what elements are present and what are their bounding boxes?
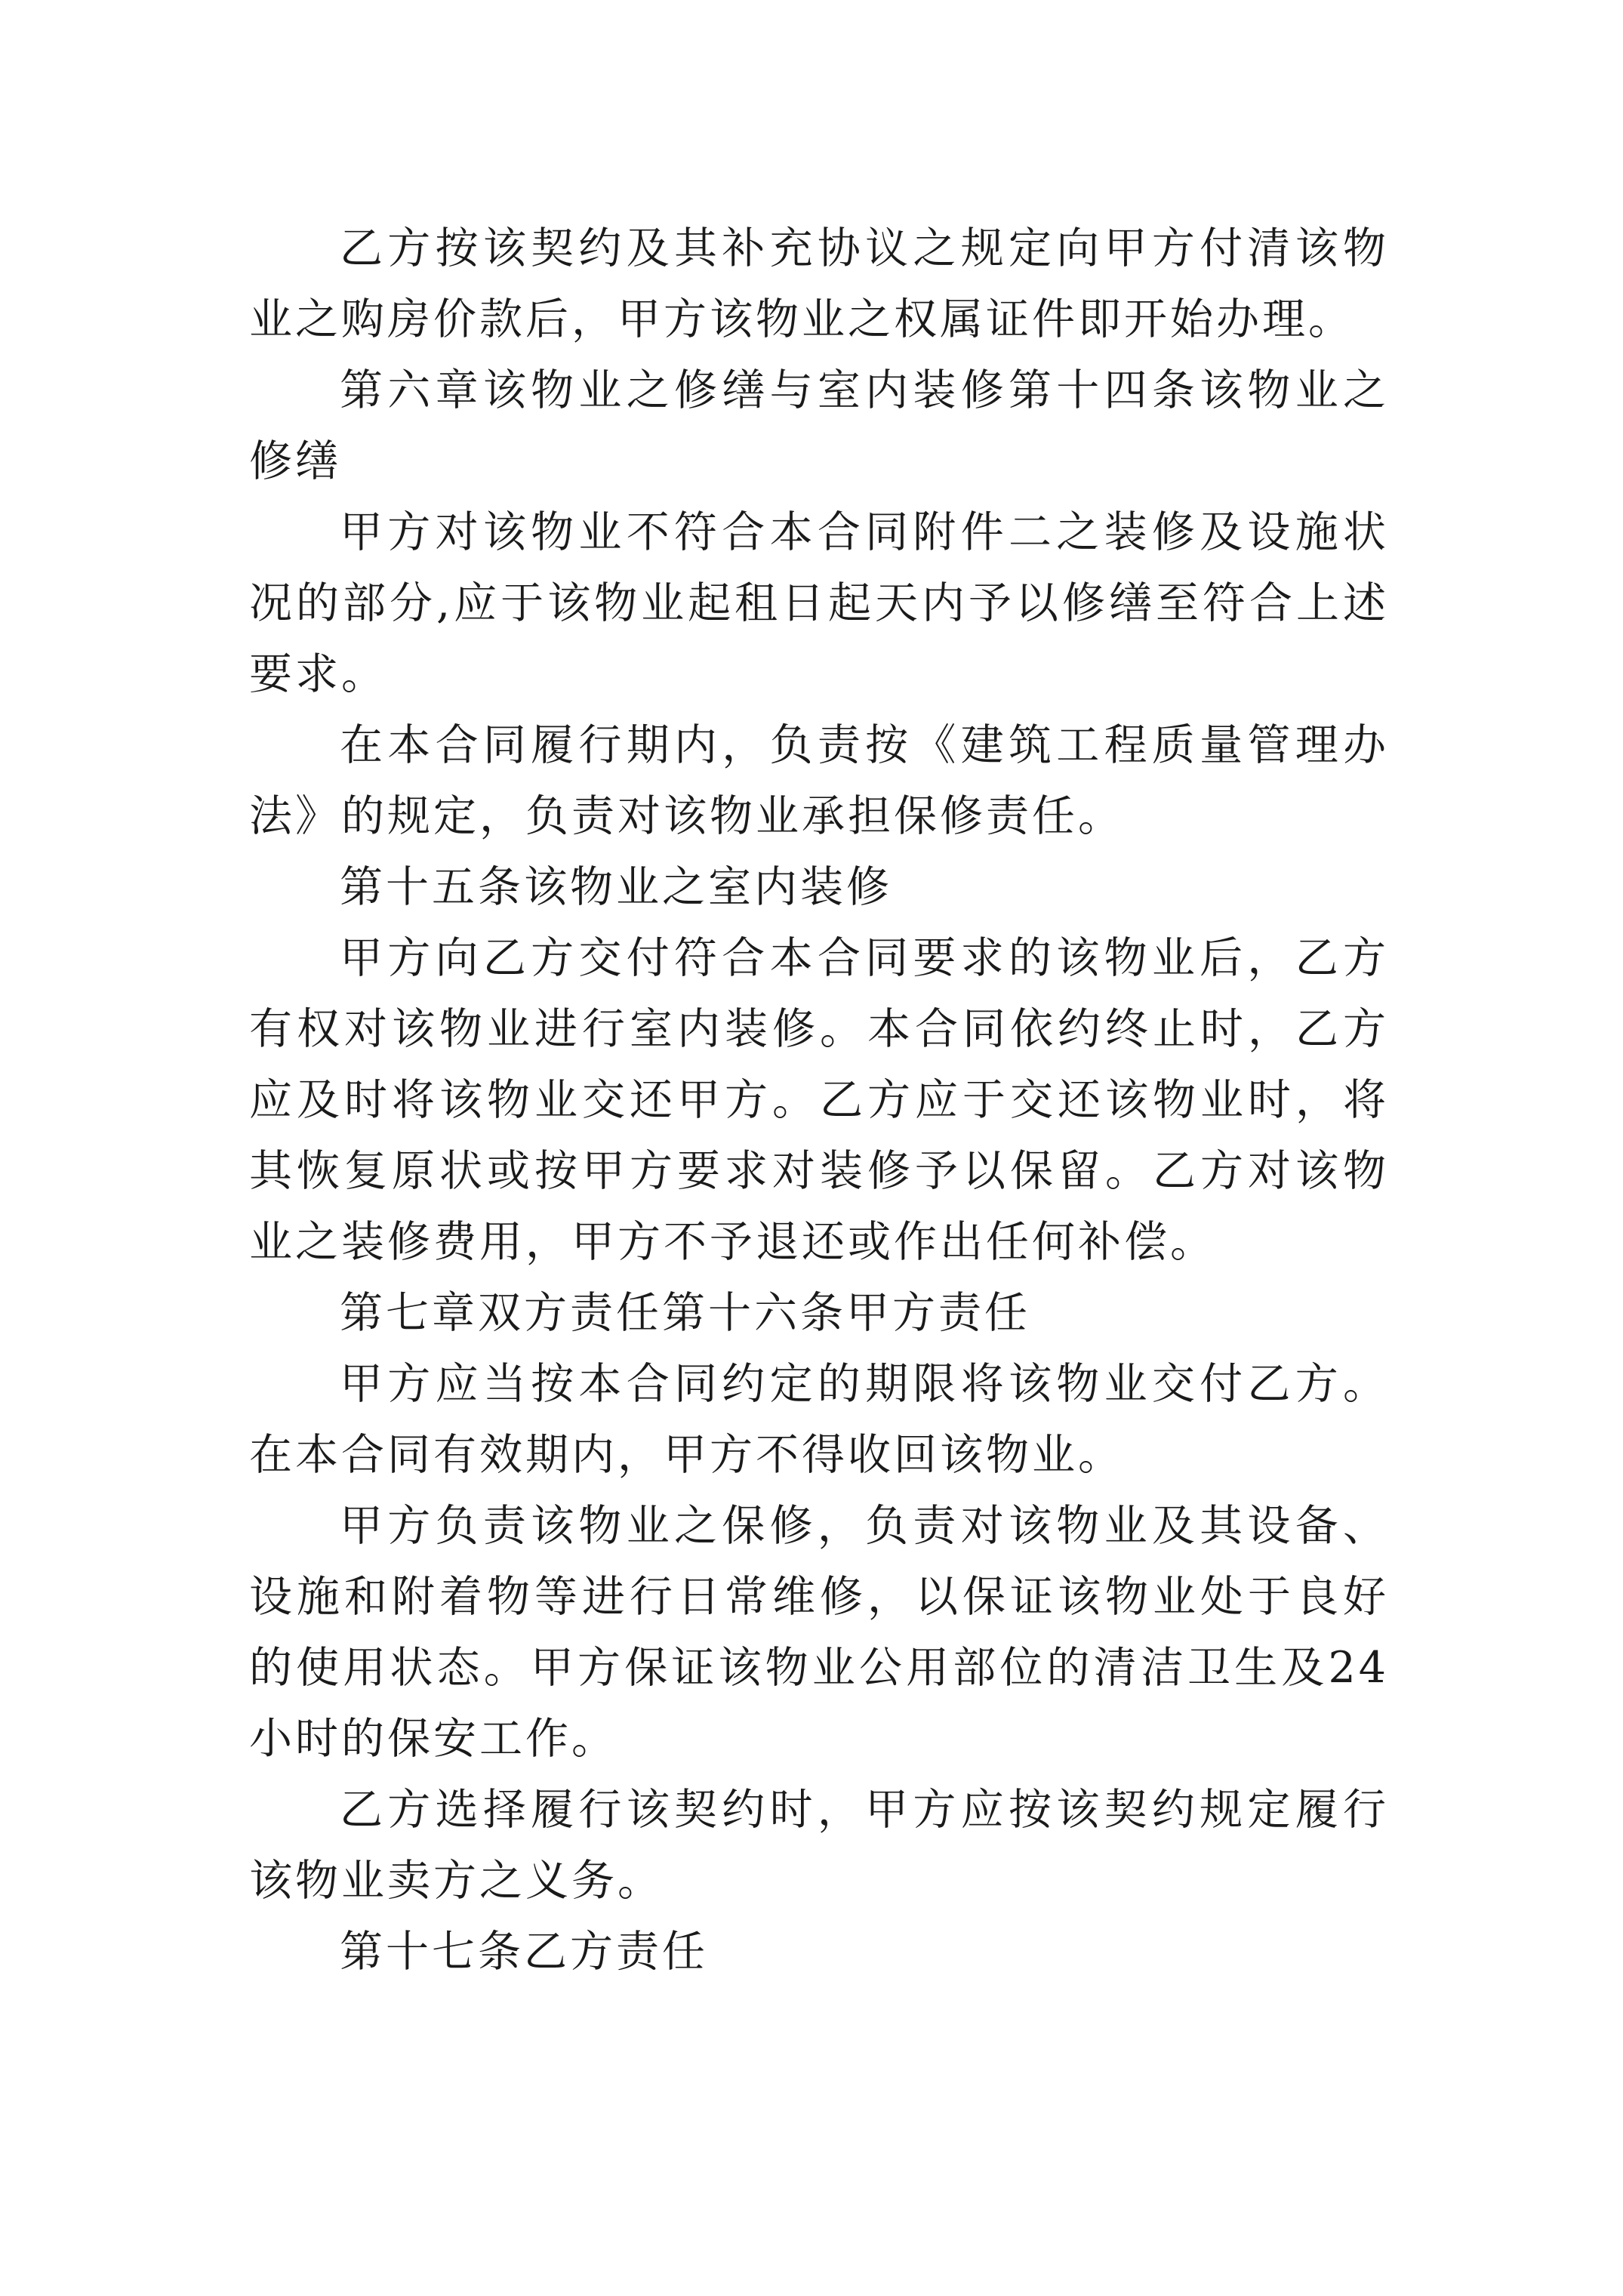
paragraph-payment-certificate: 乙方按该契约及其补充协议之规定向甲方付清该物业之购房价款后，甲方该物业之权属证件即开始办理。 bbox=[249, 223, 1389, 344]
paragraph-interior-decoration: 甲方向乙方交付符合本合同要求的该物业后，乙方有权对该物业进行室内装修。本合同依约终止时，乙方应及时将该物业交还甲方。乙方应于交还该物业时，将其恢复原状或按甲方要求对装修予以保留。乙方对该物业之装修费用，甲方不予退还或作出任何补偿。 bbox=[249, 933, 1389, 1267]
document-body bbox=[249, 213, 1389, 1987]
heading-article-fifteen: 第十五条该物业之室内装修 bbox=[340, 862, 892, 912]
heading-chapter-seven-article-sixteen: 第七章双方责任第十六条甲方责任 bbox=[340, 1288, 1030, 1338]
heading-article-seventeen: 第十七条乙方责任 bbox=[340, 1927, 708, 1977]
paragraph-repair-nonconforming: 甲方对该物业不符合本合同附件二之装修及设施状况的部分,应于该物业起租日起天内予以修缮至符合上述要求。 bbox=[249, 507, 1389, 699]
paragraph-delivery-term: 甲方应当按本合同约定的期限将该物业交付乙方。在本合同有效期内，甲方不得收回该物业。 bbox=[249, 1359, 1389, 1480]
paragraph-seller-obligation: 乙方选择履行该契约时，甲方应按该契约规定履行该物业卖方之义务。 bbox=[249, 1785, 1389, 1906]
paragraph-maintenance-security: 甲方负责该物业之保修，负责对该物业及其设备、设施和附着物等进行日常维修，以保证该物业处于良好的使用状态。甲方保证该物业公用部位的清洁卫生及24小时的保安工作。 bbox=[249, 1501, 1389, 1764]
heading-chapter-six-article-fourteen: 第六章该物业之修缮与室内装修第十四条该物业之修缮 bbox=[249, 365, 1389, 486]
paragraph-warranty-responsibility: 在本合同履行期内，负责按《建筑工程质量管理办法》的规定，负责对该物业承担保修责任。 bbox=[249, 720, 1389, 841]
